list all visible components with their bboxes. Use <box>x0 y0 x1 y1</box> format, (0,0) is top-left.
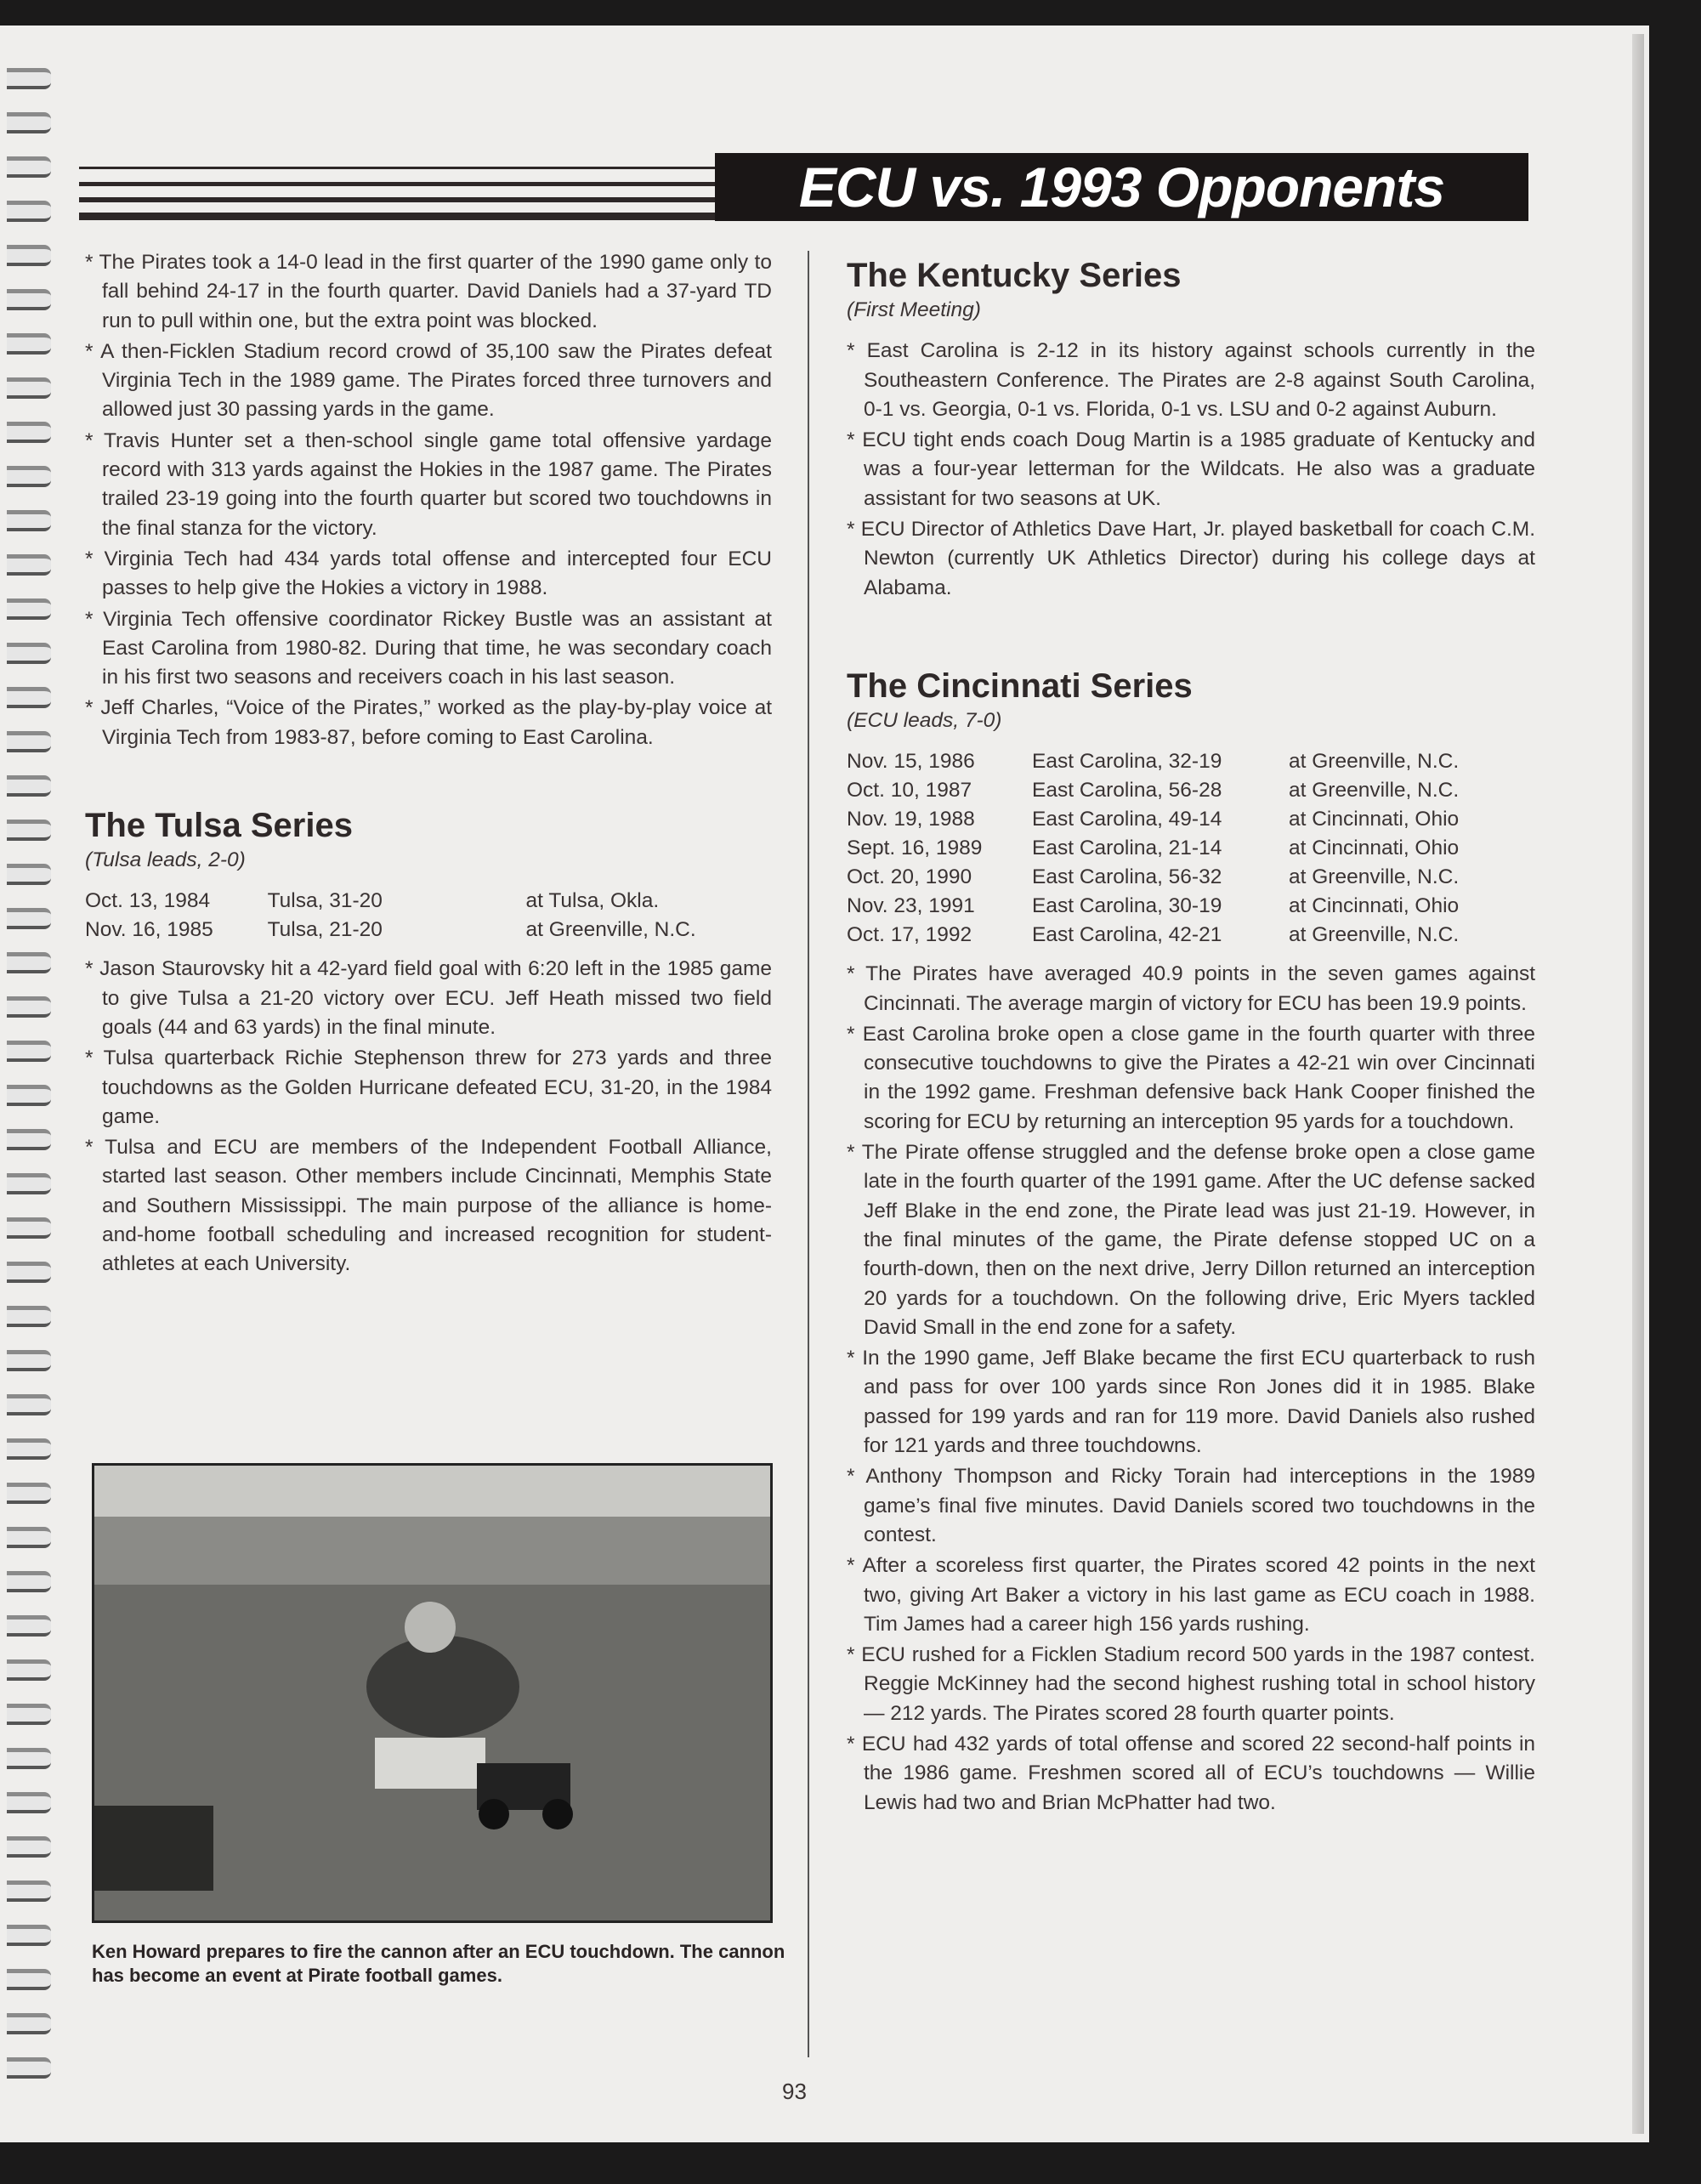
spiral-coil <box>7 1438 51 1460</box>
bullet-item <box>85 1133 772 1279</box>
bullet-text: Tulsa and ECU are members of the Independent Football Alliance, started last season. Other members include Cincinnati, Memphis State and Southern Mississippi. The main purpose of the alliance is home-and-home football scheduling and increased recognition for student-athletes at each University. <box>102 1136 772 1276</box>
bullet-text: The Pirate offense struggled and the defense broke open a close game late in the fourth quarter of the 1991 game. After the UC defense sacked Jeff Blake in the end zone, the Pirate lead was just 21-19. However, in the final minutes of the game, the Pirate defense stopped UC on a fourth-down, then on the next drive, Jerry Dillon returned an interception 20 yards for a touchdown. On the following drive, Eric Myers tackled David Small in the end zone for a safety. <box>861 1141 1535 1339</box>
bullet-item <box>85 1044 772 1132</box>
spiral-coil <box>7 1129 51 1150</box>
spiral-coil <box>7 1704 51 1725</box>
spiral-coil <box>7 1217 51 1239</box>
bullet-text: East Carolina is 2-12 in its history against schools currently in the Southeastern Conference. The Pirates are 2-8 against South Carolina, 0-1 vs. Georgia, 0-1 vs. Florida, 0-1 vs. LSU and 0-2 against Auburn. <box>864 339 1536 421</box>
spiral-coil <box>7 2013 51 2034</box>
bullet-text: A then-Ficklen Stadium record crowd of 35,100 saw the Pirates defeat Virginia Tech in the 1989 game. The Pirates forced three turnovers and allowed just 30 passing yards in the game. <box>100 339 772 422</box>
cincinnati-subtitle: (ECU leads, 7-0) <box>847 708 1002 732</box>
game-row <box>847 921 1535 950</box>
tulsa-bullets <box>85 955 772 1279</box>
bullet-asterisk: * <box>847 1465 866 1489</box>
bullet-asterisk: * <box>847 339 867 363</box>
page-number: 93 <box>782 2079 807 2104</box>
header-rule <box>79 182 715 186</box>
game-location: at Greenville, N.C. <box>1289 750 1460 774</box>
bullet-asterisk: * <box>85 696 101 720</box>
spiral-coil <box>7 377 51 399</box>
game-result: East Carolina, 56-28 <box>1032 779 1222 803</box>
bullet-text: Jeff Charles, “Voice of the Pirates,” worked as the play-by-play voice at Virginia Tech from 1983-87, before coming to East Carolina. <box>100 696 773 749</box>
game-result: Tulsa, 21-20 <box>267 918 383 942</box>
game-row <box>847 747 1535 776</box>
spiral-coil <box>7 466 51 487</box>
spiral-coil <box>7 1350 51 1371</box>
bullet-text: Travis Hunter set a then-school single game total offensive yardage record with 313 yards against the Hokies in the 1987 game. The Pirates trailed 23-19 going into the fourth quarter but scored two touchdowns in the final stanza for the victory. <box>102 428 772 540</box>
bullet-item <box>847 337 1535 424</box>
spiral-coil <box>7 1881 51 1902</box>
bullet-text: ECU tight ends coach Doug Martin is a 1985 graduate of Kentucky and was a four-year letterman for the Wildcats. He also was a graduate assistant for two seasons at UK. <box>862 428 1535 510</box>
header-rule <box>79 213 715 220</box>
game-date: Oct. 17, 1992 <box>847 923 972 947</box>
game-date: Nov. 16, 1985 <box>85 918 213 942</box>
bullet-asterisk: * <box>847 518 861 542</box>
game-date: Oct. 13, 1984 <box>85 889 211 913</box>
spiral-coil <box>7 1262 51 1283</box>
spiral-coil <box>7 996 51 1018</box>
bullet-item <box>847 515 1535 603</box>
spiral-coil <box>7 1748 51 1769</box>
bullet-asterisk: * <box>85 1136 105 1160</box>
header-rule <box>79 167 715 169</box>
bullet-text: Anthony Thompson and Ricky Torain had interceptions in the 1989 game’s final five minutes. David Daniels scored two touchdowns in the contest. <box>864 1465 1535 1546</box>
intro-bullets <box>85 248 772 752</box>
game-location: at Cincinnati, Ohio <box>1289 894 1460 918</box>
game-row <box>847 776 1535 805</box>
spiral-coil <box>7 908 51 929</box>
left-column <box>85 248 772 1281</box>
bullet-asterisk: * <box>85 251 99 274</box>
game-result: East Carolina, 56-32 <box>1032 865 1222 889</box>
game-date: Nov. 19, 1988 <box>847 808 975 831</box>
column-divider <box>808 251 809 2057</box>
bullet-text: Tulsa quarterback Richie Stephenson threw for 273 yards and three touchdowns as the Golden Hurricane defeated ECU, 31-20, in the 1984 game. <box>102 1047 773 1128</box>
game-row <box>847 892 1535 921</box>
bullet-item <box>847 960 1535 1018</box>
spiral-coil <box>7 289 51 310</box>
spiral-coil <box>7 1659 51 1681</box>
spiral-coil <box>7 156 51 178</box>
game-result: East Carolina, 32-19 <box>1032 750 1222 774</box>
bullet-item <box>847 1730 1535 1818</box>
bullet-text: ECU rushed for a Ficklen Stadium record 500 yards in the 1987 contest. Reggie McKinney had the second highest rushing total in school history — 212 yards. The Pirates scored 28 fourth quarter points. <box>861 1643 1535 1725</box>
spiral-coil <box>7 731 51 752</box>
spiral-coil <box>7 2057 51 2079</box>
game-result: East Carolina, 30-19 <box>1032 894 1222 918</box>
spiral-coil <box>7 1173 51 1194</box>
game-location: at Tulsa, Okla. <box>525 889 660 913</box>
bullet-item <box>85 955 772 1042</box>
game-row <box>847 834 1535 863</box>
bullet-item <box>85 605 772 693</box>
cincinnati-results-table <box>847 747 1535 950</box>
game-location: at Greenville, N.C. <box>1289 923 1460 947</box>
spiral-coil <box>7 687 51 708</box>
game-location: at Greenville, N.C. <box>525 918 696 942</box>
bullet-item <box>847 1462 1535 1550</box>
spiral-binding <box>0 68 60 2108</box>
bullet-item <box>847 1020 1535 1137</box>
bullet-asterisk: * <box>85 428 104 452</box>
bullet-item <box>847 426 1535 513</box>
spiral-coil <box>7 775 51 797</box>
header-rule <box>79 197 715 202</box>
bullet-text: ECU had 432 yards of total offense and scored 22 second-half points in the 1986 game. Freshmen scored all of ECU’s touchdowns — Willie Lewis had two and Brian McPhatter had two. <box>861 1732 1536 1814</box>
bullet-item <box>85 427 772 543</box>
bullet-asterisk: * <box>847 1347 863 1370</box>
bullet-item <box>85 545 772 604</box>
spiral-coil <box>7 554 51 576</box>
kentucky-subtitle: (First Meeting) <box>847 298 981 321</box>
spiral-coil <box>7 201 51 222</box>
spiral-coil <box>7 245 51 266</box>
game-location: at Greenville, N.C. <box>1289 779 1460 803</box>
cincinnati-bullets <box>847 960 1535 1818</box>
game-date: Oct. 20, 1990 <box>847 865 972 889</box>
game-location: at Greenville, N.C. <box>1289 865 1460 889</box>
spiral-coil <box>7 598 51 620</box>
bullet-text: The Pirates took a 14-0 lead in the first quarter of the 1990 game only to fall behind 24-17 in the fourth quarter. David Daniels had a 37-yard TD run to pull within one, but the extra point was blocked. <box>99 251 772 332</box>
spiral-coil <box>7 820 51 841</box>
bullet-asterisk: * <box>85 339 101 363</box>
game-date: Nov. 23, 1991 <box>847 894 975 918</box>
spiral-coil <box>7 112 51 133</box>
game-row <box>847 805 1535 834</box>
spiral-coil <box>7 1394 51 1415</box>
tulsa-subtitle: (Tulsa leads, 2-0) <box>85 848 246 872</box>
spiral-coil <box>7 1792 51 1813</box>
spiral-coil <box>7 422 51 443</box>
bullet-text: ECU Director of Athletics Dave Hart, Jr. played basketball for coach C.M. Newton (currently UK Athletics Director) during his college days at Alabama. <box>860 518 1535 599</box>
spiral-coil <box>7 1306 51 1327</box>
game-result: East Carolina, 21-14 <box>1032 837 1222 860</box>
game-result: Tulsa, 31-20 <box>267 889 383 913</box>
bullet-asterisk: * <box>847 1022 863 1046</box>
bullet-item <box>847 1551 1535 1639</box>
spiral-coil <box>7 1615 51 1637</box>
bullet-text: Jason Staurovsky hit a 42-yard field goal with 6:20 left in the 1985 game to give Tulsa a 21-20 victory over ECU. Jeff Heath missed two field goals (44 and 63 yards) in the final minute. <box>99 957 773 1039</box>
bullet-item <box>847 1344 1535 1461</box>
game-result: East Carolina, 42-21 <box>1032 923 1222 947</box>
spiral-coil <box>7 1925 51 1946</box>
spiral-coil <box>7 864 51 885</box>
spiral-coil <box>7 1041 51 1062</box>
bullet-asterisk: * <box>847 1732 862 1756</box>
bullet-item <box>847 1641 1535 1728</box>
bullet-asterisk: * <box>85 1047 104 1070</box>
tulsa-results-table <box>85 887 772 945</box>
spiral-coil <box>7 510 51 531</box>
game-date: Nov. 15, 1986 <box>847 750 975 774</box>
bullet-item <box>85 694 772 752</box>
kentucky-bullets <box>847 337 1535 603</box>
kentucky-heading: The Kentucky Series <box>847 257 1182 294</box>
bullet-text: Virginia Tech offensive coordinator Rickey Bustle was an assistant at East Carolina from 1980-82. During that time, he was secondary coach in his first two seasons and receivers coach in his last season. <box>102 607 772 689</box>
spiral-coil <box>7 1571 51 1592</box>
game-date: Sept. 16, 1989 <box>847 837 983 860</box>
game-row <box>847 863 1535 892</box>
game-row <box>85 916 772 945</box>
bullet-item <box>847 1138 1535 1342</box>
bullet-text: East Carolina broke open a close game in the fourth quarter with three consecutive touchdowns to give the Pirates a 42-21 win over Cincinnati in the 1992 game. Freshman defensive back Hank Cooper finished the scoring for ECU by returning an interception 95 yards for a touchdown. <box>862 1022 1535 1133</box>
spiral-coil <box>7 952 51 973</box>
spiral-coil <box>7 1969 51 1990</box>
bullet-text: Virginia Tech had 434 yards total offense and intercepted four ECU passes to help give the Hokies a victory in 1988. <box>102 547 772 600</box>
bullet-asterisk: * <box>847 1554 863 1578</box>
bullet-item <box>85 248 772 336</box>
photo-caption: Ken Howard prepares to fire the cannon after an ECU touchdown. The cannon has become an event at Pirate football games. <box>92 1941 785 1986</box>
bullet-item <box>85 338 772 425</box>
spiral-coil <box>7 68 51 89</box>
bullet-asterisk: * <box>847 428 863 452</box>
spiral-coil <box>7 333 51 355</box>
bullet-asterisk: * <box>85 547 105 570</box>
game-location: at Cincinnati, Ohio <box>1289 808 1460 831</box>
game-date: Oct. 10, 1987 <box>847 779 972 803</box>
spiral-coil <box>7 1836 51 1858</box>
bullet-text: The Pirates have averaged 40.9 points in the seven games against Cincinnati. The average margin of victory for ECU has been 19.9 points. <box>864 962 1536 1015</box>
game-row <box>85 887 772 916</box>
tulsa-heading: The Tulsa Series <box>85 807 353 845</box>
bullet-asterisk: * <box>85 607 104 631</box>
spiral-coil <box>7 1483 51 1504</box>
page-title: ECU vs. 1993 Opponents <box>715 153 1528 221</box>
right-column <box>847 255 1535 1819</box>
page-edge <box>1632 34 1644 2134</box>
cincinnati-heading: The Cincinnati Series <box>847 667 1193 705</box>
game-result: East Carolina, 49-14 <box>1032 808 1222 831</box>
spiral-coil <box>7 1527 51 1548</box>
bullet-asterisk: * <box>85 957 100 981</box>
bullet-text: In the 1990 game, Jeff Blake became the first ECU quarterback to rush and pass for over 100 yards since Ron Jones did it in 1985. Blake passed for 199 yards and ran for 119 more. David Daniels also rushed for 121 yards and three touchdowns. <box>862 1347 1535 1458</box>
spiral-coil <box>7 1085 51 1106</box>
game-location: at Cincinnati, Ohio <box>1289 837 1460 860</box>
bullet-asterisk: * <box>847 962 866 986</box>
bullet-text: After a scoreless first quarter, the Pirates scored 42 points in the next two, giving Art Baker a victory in his last game as ECU coach in 1988. Tim James had a career high 156 yards rushing. <box>862 1554 1535 1636</box>
cannon-photo <box>92 1463 773 1923</box>
bullet-asterisk: * <box>847 1141 862 1165</box>
spiral-coil <box>7 643 51 664</box>
bullet-asterisk: * <box>847 1643 862 1667</box>
